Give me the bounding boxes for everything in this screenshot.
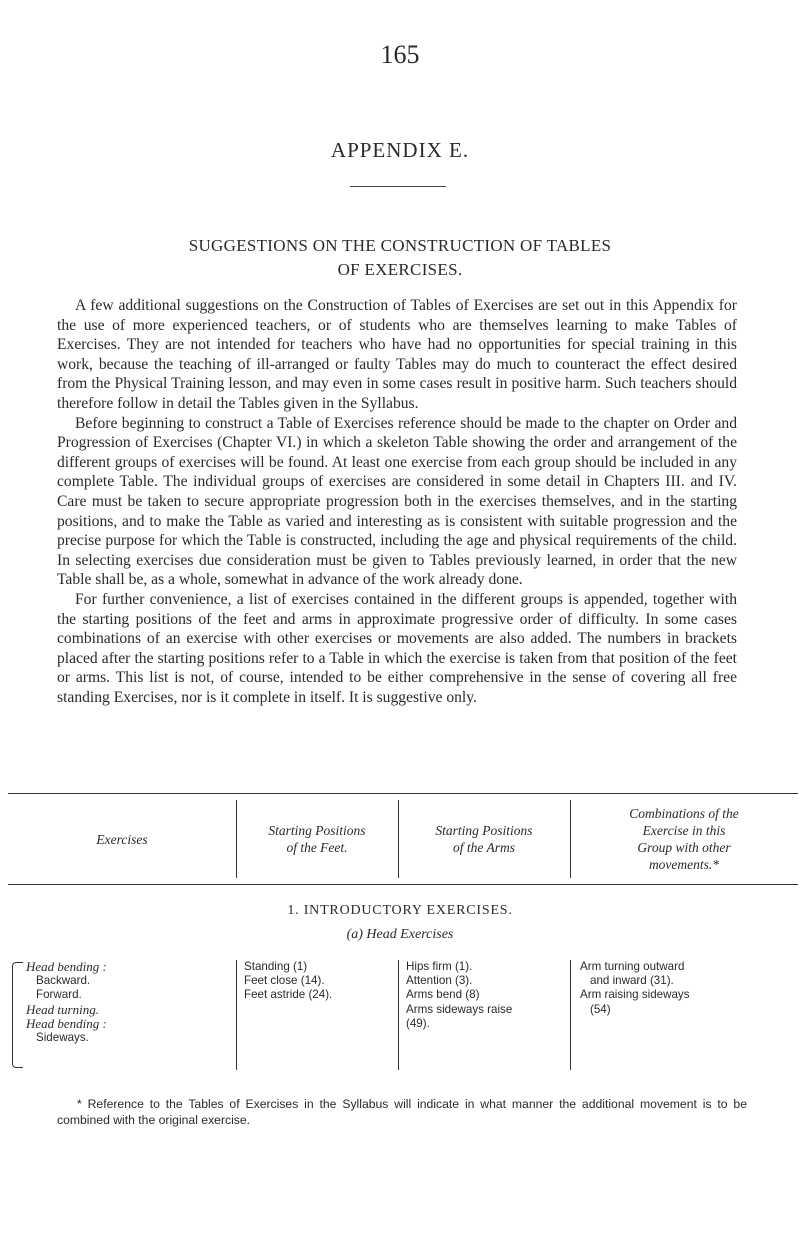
title-rule xyxy=(350,186,446,187)
footnote xyxy=(57,1097,747,1128)
cell-combinations xyxy=(580,960,780,1017)
exercise-item: Sideways. xyxy=(36,1031,89,1045)
exercise-item: Backward. xyxy=(36,974,91,988)
exercise-item: Head turning. xyxy=(26,1001,99,1017)
exercise-item: Head bending : xyxy=(26,959,107,974)
appendix-title: APPENDIX E. xyxy=(330,138,470,162)
combination-item: Arm turning outward xyxy=(580,960,685,973)
group-title: 1. INTRODUCTORY EXERCISES. xyxy=(287,903,513,918)
column-divider xyxy=(570,960,571,1070)
heading-line-2: OF EXERCISES. xyxy=(337,260,463,279)
table-header xyxy=(8,793,798,885)
arms-item: Attention (3). xyxy=(406,974,473,988)
header-feet: Starting Positions of the Feet. xyxy=(268,823,366,855)
combination-item: and inward (31). xyxy=(590,974,674,988)
header-exercises: Exercises xyxy=(96,831,148,847)
paragraph: A few additional suggestions on the Construction of Tables of Exercises are set out in this Appendix for the use of more experienced teachers, or of students who are themselves learning to make Tables of Exercises. They are not intended for teachers who have had no opportunities for special training in this work, because the teaching of ill-arranged or faulty Tables may do much to counteract the effect desired from the Physical Training lesson, and may even in some cases result in positive harm. Such teachers should therefore follow in detail the Tables given in the Syllabus. xyxy=(57,297,737,412)
heading-line-1: SUGGESTIONS ON THE CONSTRUCTION OF TABLES xyxy=(188,236,612,255)
feet-item: Feet astride (24). xyxy=(244,988,333,1002)
body-text xyxy=(57,296,737,707)
group-subtitle: (a) Head Exercises xyxy=(346,927,454,942)
header-combinations: Combinations of the Exercise in this Group with other movements.* xyxy=(629,806,739,872)
section-heading xyxy=(0,234,800,282)
combination-item: Arm raising sideways xyxy=(580,988,690,1002)
arms-item: Hips firm (1). xyxy=(406,960,473,973)
bracket xyxy=(12,962,23,1068)
column-divider xyxy=(398,960,399,1070)
paragraph: For further convenience, a list of exercises contained in the different groups is appended, together with the starting positions of the feet and arms in approximate progressive order of difficulty. In some cases combinations of an exercise with other exercises or movements are also added. The numbers in brackets placed after the starting positions refer to a Table in which the exercise is taken from that position of the feet or arms. This list is not, of course, intended to be either comprehensive in the sense of covering all free standing Exercises, nor is it complete in itself. It is suggestive only. xyxy=(57,590,737,706)
footnote-text: * Reference to the Tables of Exercises in the Syllabus will indicate in what manner the additional movement is to be combined with the original exercise. xyxy=(57,1097,747,1127)
arms-item: Arms sideways raise xyxy=(406,1002,513,1016)
cell-feet xyxy=(244,960,394,1003)
page-number: 165 xyxy=(380,40,420,69)
arms-item: (49). xyxy=(406,1016,430,1030)
column-divider xyxy=(236,960,237,1070)
feet-item: Feet close (14). xyxy=(244,974,325,988)
cell-exercises xyxy=(26,960,231,1045)
cell-arms xyxy=(406,960,566,1031)
header-arms: Starting Positions of the Arms xyxy=(435,823,533,855)
paragraph: Before beginning to construct a Table of Exercises reference should be made to the chapter on Order and Progression of Exercises (Chapter VI.) in which a skeleton Table showing the order and arrangement of the different groups of exercises will be found. At least one exercise from each group should be included in any complete Table. The individual groups of exercises are considered in some detail in Chapters III. and IV. Care must be taken to secure appropriate progression both in the exercises themselves, and in the starting positions, and to make the Table as varied and interesting as is consistent with suitable progression and the precise purpose for which the Table is constructed, including the age and physical requirements of the child. In selecting exercises due consideration must be given to Tables previously learned, in order that the new Table shall be, as a whole, somewhat in advance of the work already done. xyxy=(57,414,737,589)
exercise-item: Forward. xyxy=(36,988,82,1002)
feet-item: Standing (1) xyxy=(244,960,308,973)
table-row xyxy=(8,960,798,1070)
exercise-item: Head bending : xyxy=(26,1015,107,1031)
combination-item: (54) xyxy=(590,1002,611,1016)
arms-item: Arms bend (8) xyxy=(406,988,480,1002)
